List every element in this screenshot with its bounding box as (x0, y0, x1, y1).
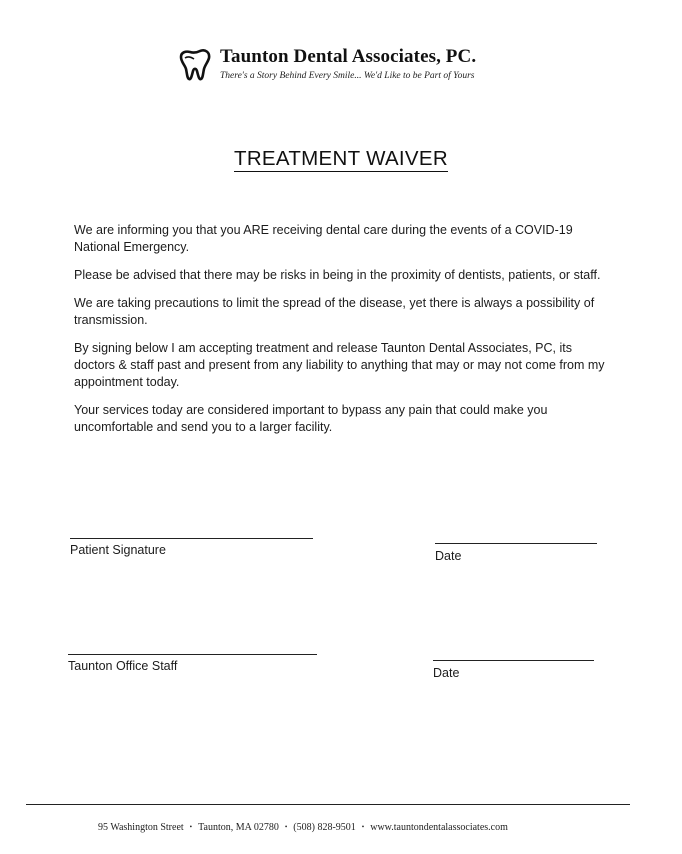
footer-city: Taunton, MA 02780 (198, 822, 279, 833)
paragraph-risk-advisory: Please be advised that there may be risks in being in the proximity of dentists, patients, or staff. (74, 268, 601, 282)
footer-separator: • (284, 823, 288, 831)
staff-signature-label: Taunton Office Staff (68, 659, 178, 673)
footer-website[interactable]: www.tauntondentalassociates.com (370, 822, 508, 833)
paragraph-services: Your services today are considered important to bypass any pain that could make you uncomfortable and send you to a larger facility. (74, 403, 548, 434)
tooth-logo-icon (178, 48, 212, 82)
paragraph-precautions: We are taking precautions to limit the spread of the disease, yet there is always a possibility of transmission. (74, 296, 595, 327)
paragraph-covid-notice: We are informing you that you ARE receiving dental care during the events of a COVID-19 National Emergency. (74, 223, 573, 254)
footer-separator: • (361, 823, 365, 831)
patient-signature-line[interactable] (70, 538, 313, 539)
page-title-text: TREATMENT WAIVER (234, 147, 448, 170)
brand-name: Taunton Dental Associates, PC. (220, 46, 477, 67)
footer-divider (26, 804, 630, 805)
staff-date-line[interactable] (433, 660, 594, 661)
paragraph-release: By signing below I am accepting treatment and release Taunton Dental Associates, PC, its doctors & staff past and present from any liability to anything that may or may not come from my appointment today. (74, 341, 605, 389)
patient-signature-label: Patient Signature (70, 543, 166, 557)
footer-street: 95 Washington Street (98, 822, 184, 833)
patient-date-label: Date (435, 549, 462, 563)
brand-tagline: There's a Story Behind Every Smile... We'd Like to be Part of Yours (220, 71, 475, 81)
footer-separator: • (189, 823, 193, 831)
letterhead (178, 46, 508, 86)
page-title (0, 147, 682, 171)
staff-signature-line[interactable] (68, 654, 317, 655)
footer-address (98, 822, 508, 833)
staff-date-label: Date (433, 666, 460, 680)
patient-date-line[interactable] (435, 543, 597, 544)
waiver-body (74, 222, 610, 447)
footer-phone: (508) 828-9501 (293, 822, 356, 833)
